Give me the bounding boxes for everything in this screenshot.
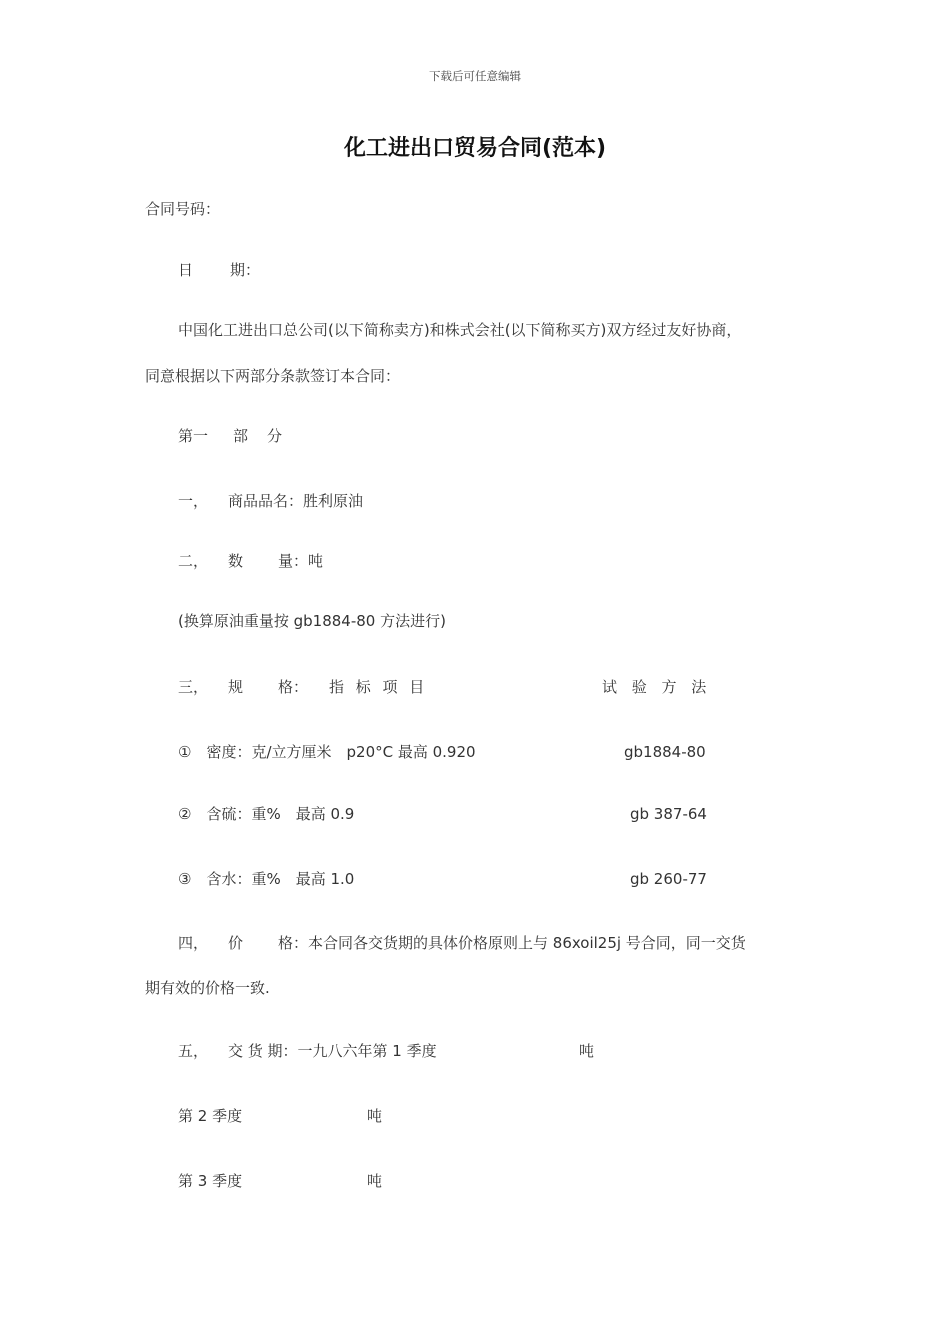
item5-label: 交 货 期：一九八六年第 1 季度 [228,1042,437,1060]
spec-row-water-method: gb 260-77 [630,870,707,888]
item4-label-a: 价 [228,934,244,952]
item4-line-2: 期有效的价格一致. [145,979,270,997]
item5-unit: 吨 [579,1042,595,1060]
spec-column-method: 试 验 方 法 [602,678,707,696]
item3-number: 三， [178,678,209,696]
part-one-b: 部 [233,427,249,445]
spec-row-density: ① 密度：克/立方厘米 p20°C 最高 0.920 [178,743,476,761]
spec-row-sulfur-method: gb 387-64 [630,805,707,823]
item3-label-b: 格： [278,678,309,696]
quarter-3-label: 第 3 季度 [178,1172,243,1190]
spec-row-density-method: gb1884-80 [624,743,706,761]
part-one-c: 分 [267,427,283,445]
spec-column-index: 指 标 项 目 [329,678,425,696]
item1-number: 一， [178,492,209,510]
item4-number: 四， [178,934,209,952]
item1-label: 商品品名：胜利原油 [228,492,364,510]
item5-number: 五， [178,1042,209,1060]
header-note: 下载后可任意编辑 [429,69,521,83]
quarter-2-unit: 吨 [367,1107,383,1125]
spec-row-sulfur: ② 含硫：重% 最高 0.9 [178,805,355,823]
intro-line-1: 中国化工进出口总公司(以下简称卖方)和株式会社(以下简称买方)双方经过友好协商， [178,321,742,339]
contract-number-label: 合同号码： [145,200,221,218]
quarter-2-label: 第 2 季度 [178,1107,243,1125]
item2-label-a: 数 [228,552,244,570]
quarter-3-unit: 吨 [367,1172,383,1190]
conversion-note: (换算原油重量按 gb1884-80 方法进行) [178,612,446,630]
item4-line-1: 格：本合同各交货期的具体价格原则上与 86xoil25j 号合同，同一交货 [278,934,746,952]
part-one-a: 第一 [178,427,209,445]
spec-row-water: ③ 含水：重% 最高 1.0 [178,870,355,888]
date-label-a: 日 [178,261,194,279]
item2-number: 二， [178,552,209,570]
item3-label-a: 规 [228,678,244,696]
intro-line-2: 同意根据以下两部分条款签订本合同： [145,367,401,385]
date-label-b: 期： [230,261,261,279]
item2-label-b: 量：吨 [278,552,324,570]
document-title: 化工进出口贸易合同(范本) [343,136,607,161]
